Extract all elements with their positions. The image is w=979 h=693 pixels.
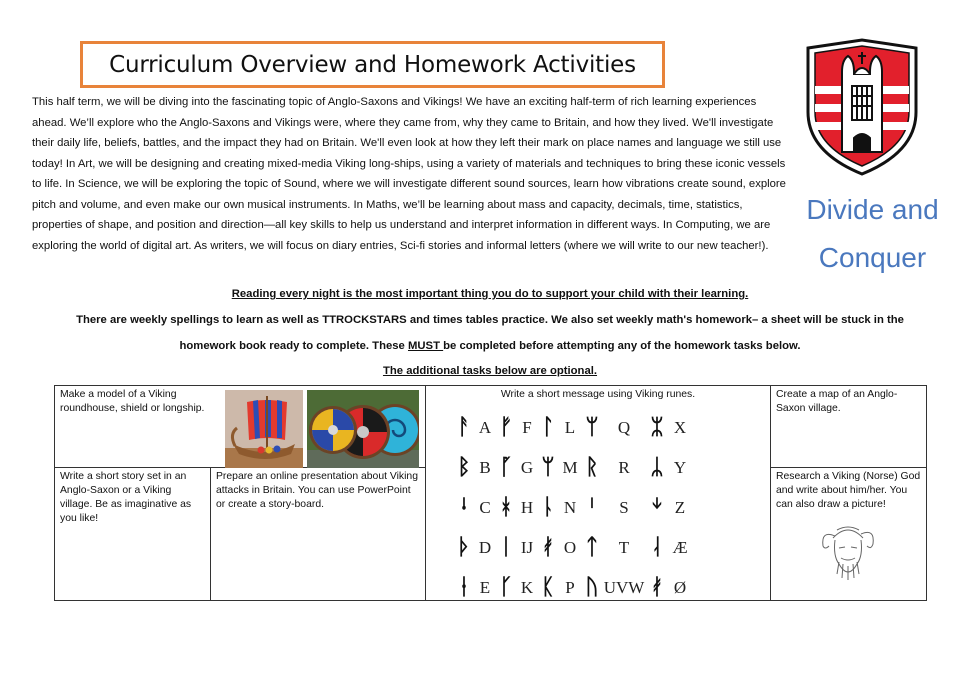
rune-latin-letter: O (563, 538, 577, 557)
rune-glyph: ᚯ (541, 535, 555, 560)
homework-notice-pre: homework book ready to complete. These (179, 340, 408, 352)
rune-glyph: ᛦ (650, 455, 664, 480)
rune-glyph: ᚦ (457, 535, 471, 560)
rune-glyph: ᚨ (457, 415, 471, 440)
rune-latin-letter: R (618, 458, 630, 477)
rune-latin-letter: Q (617, 418, 631, 437)
homework-notice-post: be completed before attempting any of the homework tasks below. (443, 340, 801, 352)
rune-latin-letter: UVW (603, 578, 645, 597)
homework-tasks-table (54, 385, 927, 601)
rune-glyph: ᛍ (457, 495, 471, 520)
task-cell-runes (426, 386, 771, 601)
school-crest-icon (800, 34, 924, 178)
rune-latin-letter: Ø (673, 578, 687, 597)
task-cell-god (771, 468, 927, 601)
rune-glyph: ᛂ (457, 575, 471, 600)
optional-notice: The additional tasks below are optional. (382, 365, 598, 377)
rune-glyph: ᚯ (650, 575, 664, 600)
rune-glyph: ᛎ (650, 495, 664, 520)
rune-latin-letter: L (564, 418, 576, 437)
rune-glyph: ᛚ (541, 415, 555, 440)
rune-latin-letter: S (619, 498, 629, 517)
norse-god-sketch-image (817, 516, 879, 582)
rune-latin-letter: IJ (520, 538, 534, 557)
task-story-text: Write a short story set in an Anglo-Saxon or a Viking village. Be as imaginative as you like! (60, 471, 192, 524)
rune-alphabet-grid (454, 408, 744, 608)
reading-notice: Reading every night is the most important thing you do to support your child with their learning. (231, 288, 749, 300)
rune-latin-letter: N (563, 498, 577, 517)
rune-glyph: ᛕ (541, 575, 555, 600)
rune-glyph: ᚢ (585, 575, 599, 600)
task-map-text: Create a map of an Anglo-Saxon village. (776, 389, 898, 414)
motto-line-2: Conquer (818, 242, 927, 273)
homework-notice (54, 340, 926, 352)
page-title: Curriculum Overview and Homework Activities (109, 51, 636, 78)
rune-glyph: ᚼ (499, 495, 513, 520)
task-runes-text: Write a short message using Viking runes. (500, 389, 696, 400)
rune-glyph: ᚿ (541, 495, 555, 520)
intro-paragraph: This half term, we will be diving into the fascinating topic of Anglo-Saxons and Vikings! We have an exciting half-term of rich learning experiences ahead. We’ll explore who the Anglo-Saxons and Vikings were, where they came from, why they came to Britain, and how they lived. We'll investigate their daily life, beliefs, battles, and the impact they had on Britain. We'll even look at how they left their mark on place names and language we still use today! In Art, we will be designing and creating mixed-media Viking long-ships, using a variety of materials and techniques to bring these iconic vessels to life. In Science, we will be exploring the topic of Sound, where we will investigate different sound sources, learn how vibrations create sound, explore pitch and volume, and even make our own musical instruments. In Maths, we’ll be learning about mass and capacity, decimals, time, statistics, properties of shape, and position and direction—all key skills to help us understand and interpret information in different ways. In Computing, we are exploring the world of digital art. As writers, we will focus on diary entries, Sci-fi stories and informal letters (where we will write to our new teacher!). (32, 96, 786, 252)
task-cell-model (55, 386, 426, 468)
task-model-text: Make a model of a Viking roundhouse, shield or longship. (60, 389, 205, 414)
rune-latin-letter: Z (674, 498, 686, 517)
rune-latin-letter: P (565, 578, 575, 597)
rune-glyph: ᛁ (499, 535, 513, 560)
spellings-notice: There are weekly spellings to learn as well as TTROCKSTARS and times tables practice. We also set weekly math's homework– a sheet will be stuck in the (76, 314, 904, 326)
rune-latin-letter: E (479, 578, 491, 597)
rune-latin-letter: D (478, 538, 492, 557)
rune-glyph: ᛘ (541, 455, 555, 480)
rune-glyph: ᛒ (457, 455, 471, 480)
task-cell-presentation (211, 468, 426, 601)
title-box (80, 41, 665, 88)
rune-glyph: ᛌ (585, 495, 599, 520)
rune-latin-letter: F (522, 418, 532, 437)
rune-glyph: ᚵ (499, 455, 513, 480)
rune-latin-letter: M (562, 458, 578, 477)
rune-latin-letter: T (618, 538, 630, 557)
rune-latin-letter: X (673, 418, 687, 437)
rune-glyph: ᛘ (585, 415, 599, 440)
must-emphasis: MUST (407, 340, 444, 352)
school-motto (790, 186, 955, 282)
longship-model-image (225, 390, 303, 468)
rune-glyph: ᚠ (499, 415, 513, 440)
rune-latin-letter: Y (673, 458, 687, 477)
rune-latin-letter: Æ (672, 538, 688, 557)
viking-shields-image (307, 390, 419, 468)
task-cell-story (55, 468, 211, 601)
motto-line-1: Divide and (806, 194, 939, 225)
rune-glyph: ᛯ (650, 415, 664, 440)
rune-latin-letter: G (520, 458, 534, 477)
rune-glyph: ᚱ (585, 455, 599, 480)
rune-latin-letter: K (520, 578, 534, 597)
rune-latin-letter: H (520, 498, 534, 517)
rune-glyph: ᚴ (499, 575, 513, 600)
task-cell-map (771, 386, 927, 468)
rune-latin-letter: A (478, 418, 492, 437)
rune-latin-letter: C (479, 498, 491, 517)
rune-glyph: ᛆ (650, 535, 664, 560)
task-presentation-text: Prepare an online presentation about Viking attacks in Britain. You can use PowerPoint or create a story-board. (216, 471, 418, 510)
task-god-text: Research a Viking (Norse) God and write about him/her. You can also draw a picture! (776, 471, 921, 510)
rune-glyph: ᛏ (585, 535, 599, 560)
rune-latin-letter: B (479, 458, 491, 477)
